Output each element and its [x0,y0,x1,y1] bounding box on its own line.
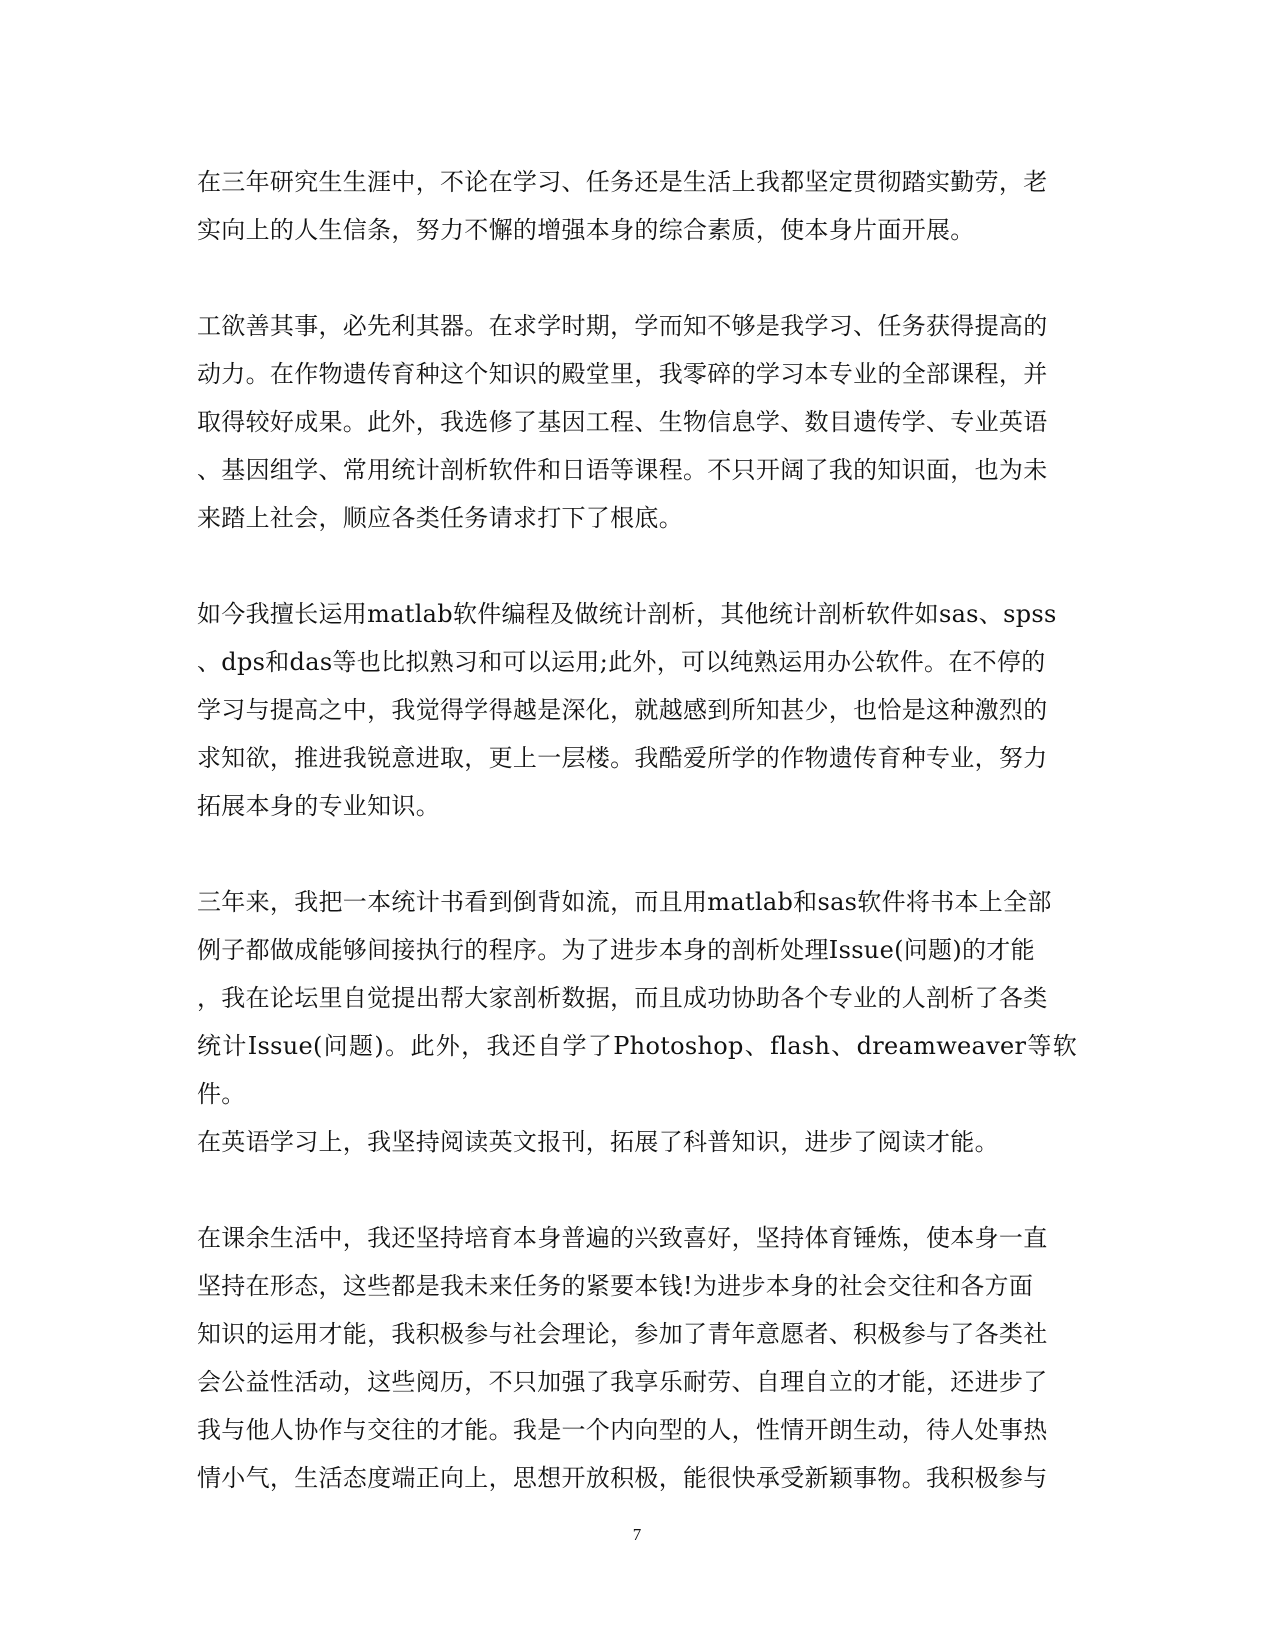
paragraph-4: 三年来，我把一本统计书看到倒背如流，而且用matlab和sas软件将书本上全部 例子都做成能够间接执行的程序。为了进步本身的剖析处理Issue(问题)的才能 ，我在论坛里自觉提出帮大家剖析数据，而且成功协助各个专业的人剖析了各类 统计Issue(问题)。此外，我还自学了Photoshop、flash、dreamweaver等软件。 在英语学习上，我坚持阅读英文报刊，拓展了科普知识，进步了阅读才能。 [197,888,1077,1156]
paragraph-3: 如今我擅长运用matlab软件编程及做统计剖析，其他统计剖析软件如sas、spss 、dps和das等也比拟熟习和可以运用;此外，可以纯熟运用办公软件。在不停的 学习与提高之中，我觉得学得越是深化，就越感到所知甚少，也恰是这种激烈的 求知欲，推进我锐意进取，更上一层楼。我酷爱所学的作物遗传育种专业，努力 拓展本身的专业知识。 [197,600,1057,820]
page-number: 7 [632,1525,642,1544]
document-body [197,158,1077,1550]
paragraph-5: 在课余生活中，我还坚持培育本身普遍的兴致喜好，坚持体育锤炼，使本身一直 坚持在形态，这些都是我未来任务的紧要本钱!为进步本身的社会交往和各方面 知识的运用才能，我积极参与社会理论，参加了青年意愿者、积极参与了各类社 会公益性活动，这些阅历，不只加强了我享乐耐劳、自理自立的才能，还进步了 我与他人协作与交往的才能。我是一个内向型的人，性情开朗生动，待人处事热 情小气，生活态度端正向上，思想开放积极，能很快承受新颖事物。我积极参与 [197,1224,1048,1492]
paragraph-2: 工欲善其事，必先利其器。在求学时期，学而知不够是我学习、任务获得提高的 动力。在作物遗传育种这个知识的殿堂里，我零碎的学习本专业的全部课程，并 取得较好成果。此外，我选修了基因工程、生物信息学、数目遗传学、专业英语 、基因组学、常用统计剖析软件和日语等课程。不只开阔了我的知识面，也为未 来踏上社会，顺应各类任务请求打下了根底。 [197,312,1048,532]
paragraph-1: 在三年研究生生涯中，不论在学习、任务还是生活上我都坚定贯彻踏实勤劳，老 实向上的人生信条，努力不懈的增强本身的综合素质，使本身片面开展。 [197,168,1048,244]
